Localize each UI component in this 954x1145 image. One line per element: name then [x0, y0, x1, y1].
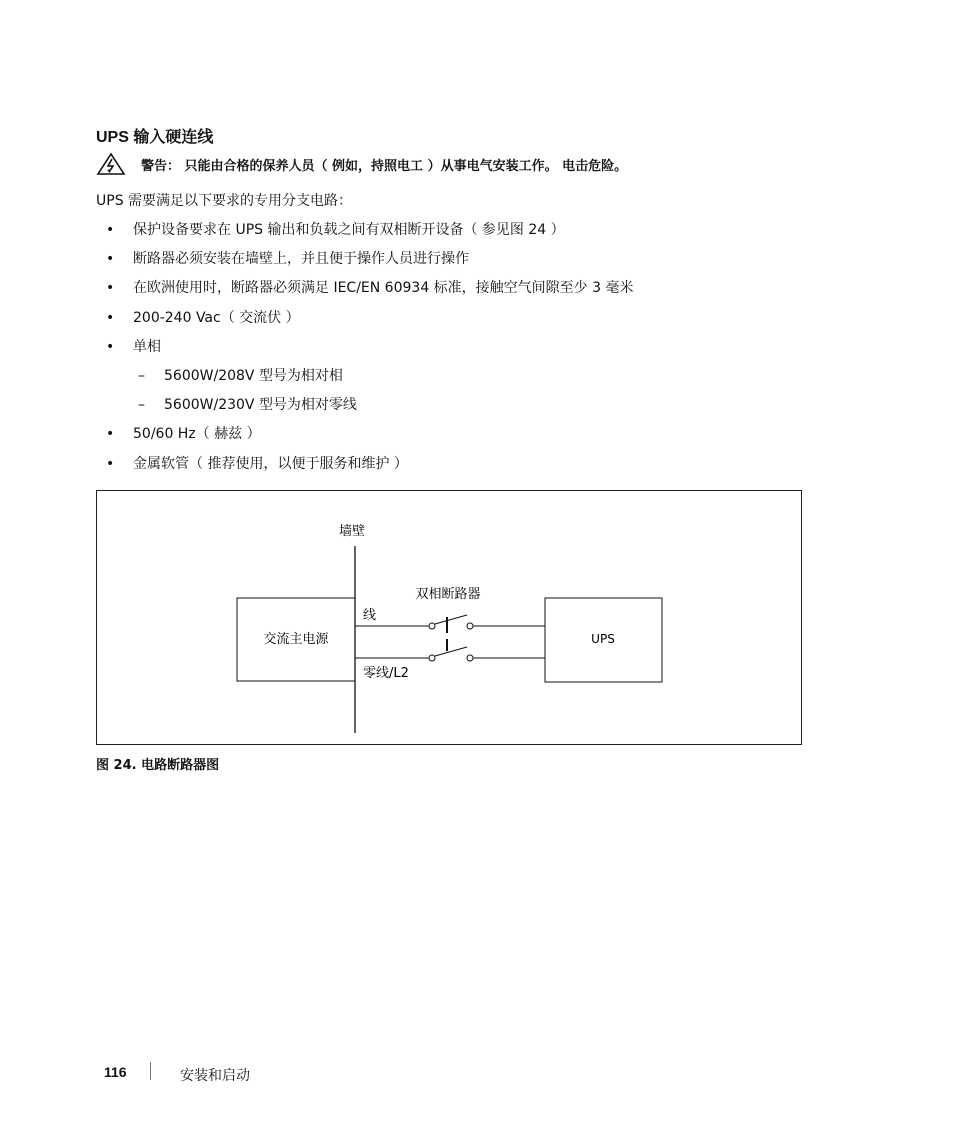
neutral-contact-right: [467, 655, 473, 661]
wall-label: 墙壁: [338, 524, 366, 539]
footer-divider: [150, 1062, 151, 1080]
breaker-label: 双相断路器: [415, 587, 481, 602]
neutral-label: 零线/L2: [363, 666, 409, 681]
neutral-switch-blade: [435, 647, 467, 656]
section-title: UPS 输入硬连线: [96, 129, 214, 146]
intro-text: UPS 需要满足以下要求的专用分支电路：: [96, 193, 353, 209]
ups-label: UPS: [591, 632, 615, 646]
electric-hazard-icon: [96, 152, 126, 176]
page-number: 116: [104, 1064, 127, 1080]
line-contact-left: [429, 623, 435, 629]
circuit-diagram: [97, 491, 801, 744]
ac-source-label: 交流主电源: [263, 632, 329, 647]
figure-caption: 图 24. 电路断路器图: [96, 758, 220, 773]
neutral-contact-left: [429, 655, 435, 661]
chapter-title: 安装和启动: [180, 1068, 250, 1084]
line-switch-blade: [435, 615, 467, 624]
line-contact-right: [467, 623, 473, 629]
circuit-diagram-frame: [96, 490, 802, 745]
line-label: 线: [363, 608, 377, 623]
warning-text: 警告： 只能由合格的保养人员（ 例如，持照电工 ）从事电气安装工作。 电击危险。: [141, 159, 628, 174]
